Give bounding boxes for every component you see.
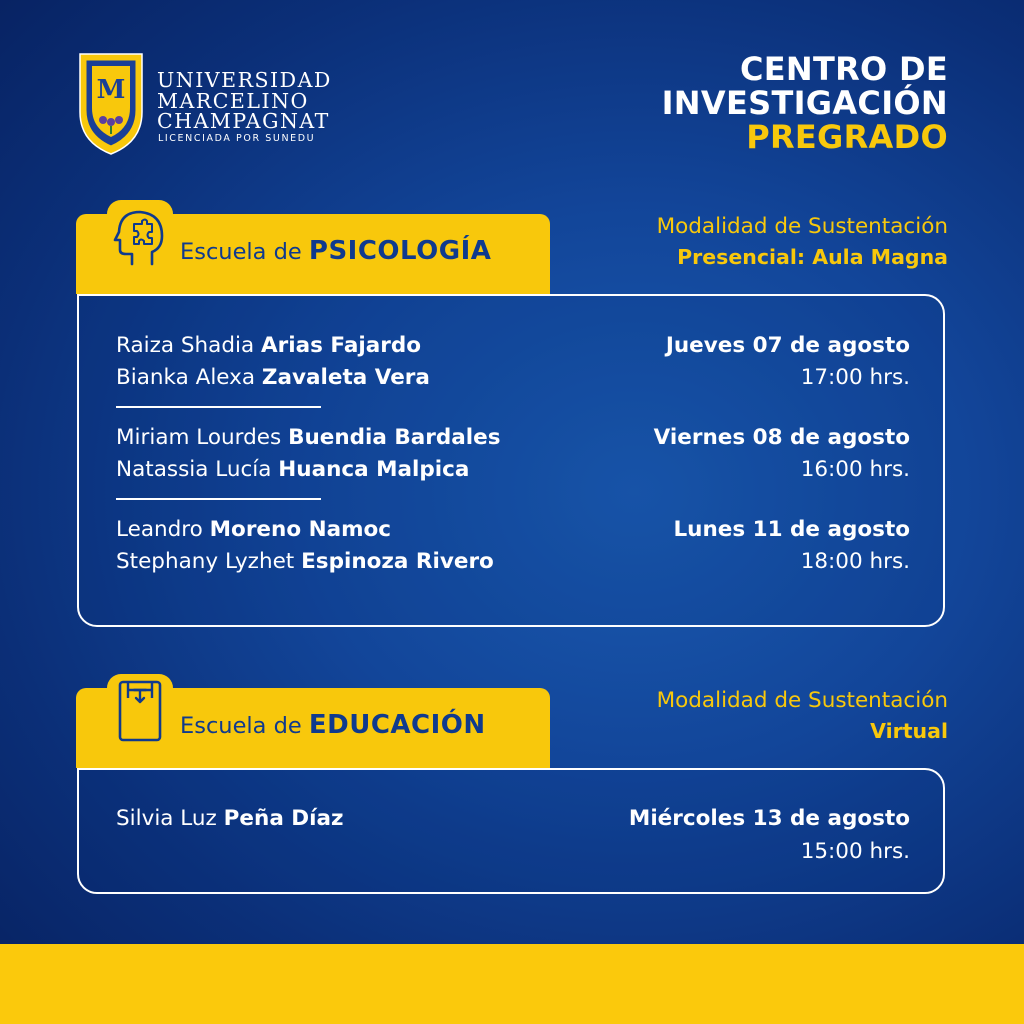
page-title: CENTRO DE INVESTIGACIÓN PREGRADO xyxy=(661,50,948,156)
footer-band xyxy=(0,944,1024,1024)
university-name: UNIVERSIDAD MARCELINO CHAMPAGNAT xyxy=(157,68,332,133)
university-crest-logo xyxy=(76,50,146,156)
school-name-psicologia: Escuela de PSICOLOGÍA xyxy=(180,236,492,266)
student-name: Raiza Shadia Arias Fajardo xyxy=(116,333,421,358)
session-divider xyxy=(116,498,321,500)
university-subtitle: LICENCIADA POR SUNEDU xyxy=(158,133,316,144)
session-date: Miércoles 13 de agosto xyxy=(628,806,910,831)
svg-text:M: M xyxy=(96,75,126,105)
session-divider xyxy=(116,406,321,408)
student-name: Miriam Lourdes Buendia Bardales xyxy=(116,425,501,450)
student-name: Leandro Moreno Namoc xyxy=(116,517,391,542)
session-time: 15:00 hrs. xyxy=(800,839,910,864)
session-time: 16:00 hrs. xyxy=(800,457,910,482)
modalidad-psicologia: Modalidad de Sustentación Presencial: Aula Magna xyxy=(656,214,948,269)
student-name: Silvia Luz Peña Díaz xyxy=(116,806,344,831)
book-icon xyxy=(114,678,166,744)
session-time: 18:00 hrs. xyxy=(800,549,910,574)
session-date: Jueves 07 de agosto xyxy=(665,333,910,358)
head-puzzle-icon xyxy=(112,204,168,268)
session-time: 17:00 hrs. xyxy=(800,365,910,390)
student-name: Bianka Alexa Zavaleta Vera xyxy=(116,365,430,390)
school-name-educacion: Escuela de EDUCACIÓN xyxy=(180,710,486,740)
session-date: Viernes 08 de agosto xyxy=(653,425,910,450)
student-name: Stephany Lyzhet Espinoza Rivero xyxy=(116,549,494,574)
modalidad-educacion: Modalidad de Sustentación Virtual xyxy=(656,688,948,743)
student-name: Natassia Lucía Huanca Malpica xyxy=(116,457,470,482)
session-date: Lunes 11 de agosto xyxy=(673,517,910,542)
